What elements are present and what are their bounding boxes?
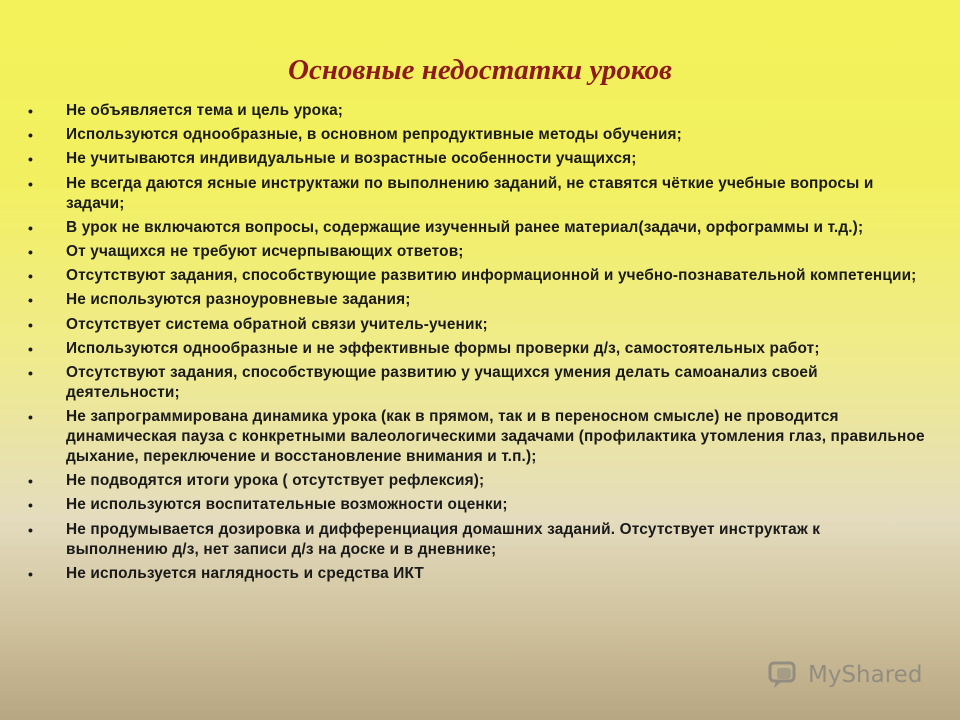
list-item-text: Не объявляется тема и цель урока; <box>66 102 344 119</box>
list-item-text: В урок не включаются вопросы, содержащие изученный ранее материал(задачи, орфограммы и т.д.); <box>66 218 864 236</box>
list-item <box>26 174 926 214</box>
bullet: • <box>28 497 34 514</box>
list-item <box>26 125 926 145</box>
list-item-text: Не используются разноуровневые задания; <box>66 291 411 309</box>
list-item-text: Не подводятся итоги урока ( отсутствует рефлексия); <box>66 472 485 490</box>
bullet: • <box>28 219 34 236</box>
list-item <box>26 363 926 403</box>
list-item-text: Не запрограммирована динамика урока (как в прямом, так и в переносном смысле) не проводится динамическая пауза с конкретными валеологическими задачами (профилактика утомления глаз, правильное дыхание, переключение и восстановление внимания и т.п.); <box>66 408 925 466</box>
list-item-text: Отсутствует система обратной связи учитель-ученик; <box>66 315 488 333</box>
list-item <box>26 471 926 491</box>
list-item-text: От учащихся не требуют исчерпывающих ответов; <box>66 242 464 260</box>
list-item-text: Отсутствуют задания, способствующие развитию у учащихся умения делать самоанализ своей деятельности; <box>66 363 818 401</box>
list-item <box>26 242 926 262</box>
list-item-text: Используются однообразные, в основном репродуктивные методы обучения; <box>66 126 682 144</box>
list-item <box>26 495 926 515</box>
list-item <box>26 315 926 335</box>
bullet: • <box>28 151 34 168</box>
bullet: • <box>28 364 34 381</box>
bullet: • <box>28 521 34 538</box>
list-item <box>26 520 926 560</box>
list-item <box>26 564 926 584</box>
slide-title: Основные недостатки уроков <box>288 54 672 86</box>
myshared-watermark <box>768 660 922 690</box>
bullet: • <box>28 243 34 260</box>
list-item <box>26 218 926 238</box>
list-item <box>26 290 926 310</box>
bullet: • <box>28 127 34 144</box>
list-item <box>26 407 926 467</box>
watermark-text: MyShared <box>808 662 923 688</box>
shortcomings-list <box>26 101 926 588</box>
bullet: • <box>28 316 34 333</box>
list-item-text: Не учитываются индивидуальные и возрастные особенности учащихся; <box>66 150 637 168</box>
list-item-text: Не используются воспитательные возможности оценки; <box>66 496 508 514</box>
list-item <box>26 149 926 169</box>
list-item-text: Не всегда даются ясные инструктажи по выполнению заданий, не ставятся чёткие учебные вопросы и задачи; <box>66 174 874 212</box>
list-item-text: Не продумывается дозировка и дифференциация домашних заданий. Отсутствует инструктаж к выполнению д/з, нет записи д/з на доске и в дневнике; <box>66 520 821 558</box>
bullet: • <box>28 340 34 357</box>
bullet: • <box>28 473 34 490</box>
bullet: • <box>28 565 34 582</box>
list-item-text: Используются однообразные и не эффективные формы проверки д/з, самостоятельных работ; <box>66 339 820 357</box>
bullet: • <box>28 268 34 285</box>
list-item-text: Отсутствуют задания, способствующие развитию информационной и учебно-познавательной компетенции; <box>66 267 917 285</box>
list-item-text: Не используется наглядность и средства ИКТ <box>66 564 424 582</box>
list-item <box>26 101 926 121</box>
bullet: • <box>28 292 34 309</box>
myshared-logo-icon <box>768 660 802 690</box>
bullet: • <box>28 409 34 426</box>
bullet: • <box>28 103 34 119</box>
list-item <box>26 266 926 286</box>
list-item <box>26 339 926 359</box>
bullet: • <box>28 175 34 192</box>
